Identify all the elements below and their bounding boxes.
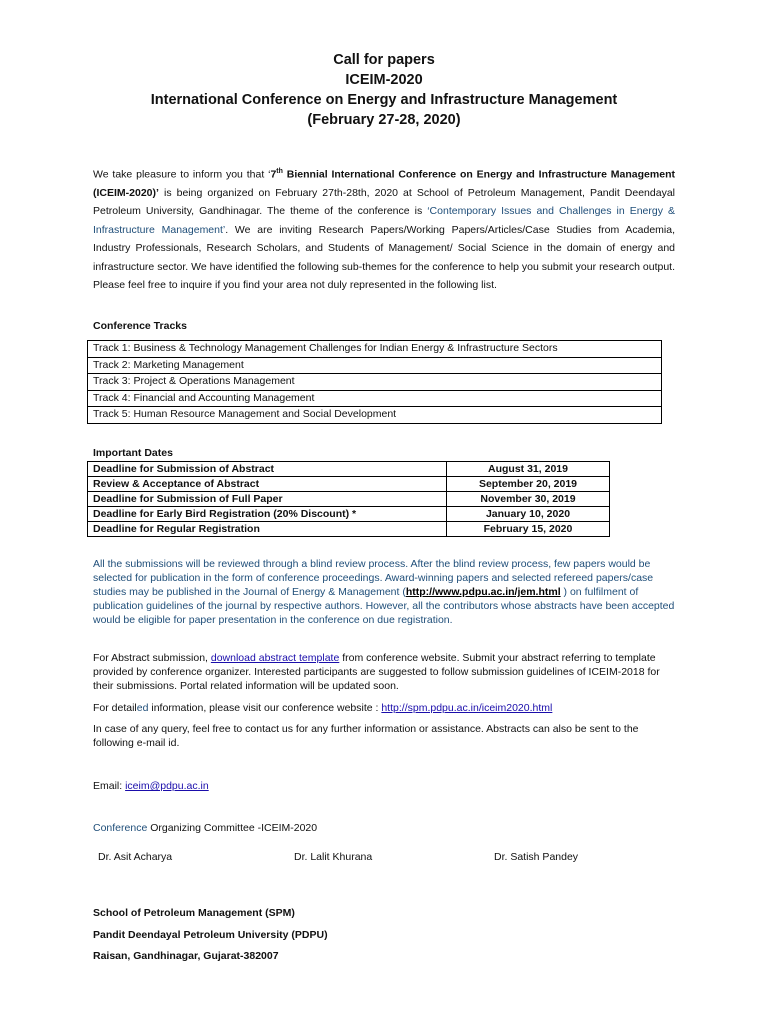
signatory-1: Dr. Asit Acharya xyxy=(98,851,173,863)
table-row: Track 1: Business & Technology Management Challenges for Indian Energy & Infrastructure Sectors xyxy=(88,341,662,358)
dates-table xyxy=(87,461,610,537)
table-row: Track 5: Human Resource Management and Social Development xyxy=(88,407,662,424)
header-conference-code: ICEIM-2020 xyxy=(345,72,423,88)
details-paragraph: For detailed information, please visit our conference website : http://spm.pdpu.ac.in/iceim2020.html xyxy=(93,702,553,714)
table-row: Deadline for Submission of Abstract August 31, 2019 xyxy=(88,462,610,477)
address-line-3: Raisan, Gandhinagar, Gujarat-382007 xyxy=(93,950,279,962)
header-conference-name: International Conference on Energy and Infrastructure Management xyxy=(150,92,618,108)
table-row: Review & Acceptance of Abstract September 20, 2019 xyxy=(88,477,610,492)
table-row: Track 2: Marketing Management xyxy=(88,357,662,374)
address-line-2: Pandit Deendayal Petroleum University (PDPU) xyxy=(93,929,328,941)
signatory-3: Dr. Satish Pandey xyxy=(494,851,579,863)
table-row: Deadline for Regular Registration February 15, 2020 xyxy=(88,522,610,537)
address-line-1: School of Petroleum Management (SPM) xyxy=(93,907,295,919)
committee-line: Conference Organizing Committee -ICEIM-2020 xyxy=(93,822,318,834)
conference-theme: ‘Contemporary Issues and Challenges in Energy & Infrastructure Management’ xyxy=(93,205,675,236)
query-paragraph: In case of any query, feel free to contact us for any further information or assistance. Abstracts can also be sent to the following e-mail id. xyxy=(93,723,639,749)
table-row: Track 4: Financial and Accounting Management xyxy=(88,390,662,407)
intro-paragraph: We take pleasure to inform you that ‘7th Biennial International Conference on Energy and Infrastructure Management (ICEIM-2020)’ is being organized on February 27th-28th, 2020 at School of Petroleum Management, Pandit Deendayal Petroleum University, Gandhinagar. The theme of the conference is ‘Contemporary Issues and Challenges in Energy & Infrastructure Management’. We are inviting Research Papers/Working Papers/Articles/Case Studies from Academia, Industry Professionals, Research Scholars, and Students of Management/ Social Science in the domain of energy and infrastructure sector. We have identified the following sub-themes for the conference to help you submit your research output. Please feel free to inquire if you find your area not duly represented in the following list. xyxy=(93,168,675,291)
email-link[interactable]: iceim@pdpu.ac.in xyxy=(125,780,209,792)
dates-title: Important Dates xyxy=(93,447,173,459)
document-header xyxy=(0,50,768,130)
header-call-for-papers: Call for papers xyxy=(333,52,435,68)
abstract-paragraph: For Abstract submission, download abstract template from conference website. Submit your abstract referring to template provided by conference organizer. Interested participants are suggested to follow submission guidelines of ICEIM-2018 for their submissions. Portal related information will be updated soon. xyxy=(93,652,660,692)
journal-link[interactable]: http://www.pdpu.ac.in/jem.html xyxy=(405,586,561,598)
header-conference-dates: (February 27-28, 2020) xyxy=(307,112,461,128)
download-template-link[interactable]: download abstract template xyxy=(210,652,340,664)
table-row: Deadline for Submission of Full Paper November 30, 2019 xyxy=(88,492,610,507)
review-paragraph: All the submissions will be reviewed through a blind review process. After the blind review process, few papers would be selected for publication in the form of conference proceedings. Award-winning papers and selected refereed papers/case studies may be published in the Journal of Energy & Management (http://www.pdpu.ac.in/jem.html ) on fulfilment of publication guidelines of the journal by respective authors. However, all the contributors whose abstracts have been accepted would be eligible for paper presentation in the conference on due registration. xyxy=(93,558,675,626)
signatory-2: Dr. Lalit Khurana xyxy=(294,851,373,863)
email-line: Email: iceim@pdpu.ac.in xyxy=(93,780,209,792)
table-row: Track 3: Project & Operations Management xyxy=(88,374,662,391)
tracks-title: Conference Tracks xyxy=(93,320,187,332)
conference-website-link[interactable]: http://spm.pdpu.ac.in/iceim2020.html xyxy=(381,702,553,714)
table-row: Deadline for Early Bird Registration (20% Discount) * January 10, 2020 xyxy=(88,507,610,522)
tracks-table xyxy=(87,340,662,424)
